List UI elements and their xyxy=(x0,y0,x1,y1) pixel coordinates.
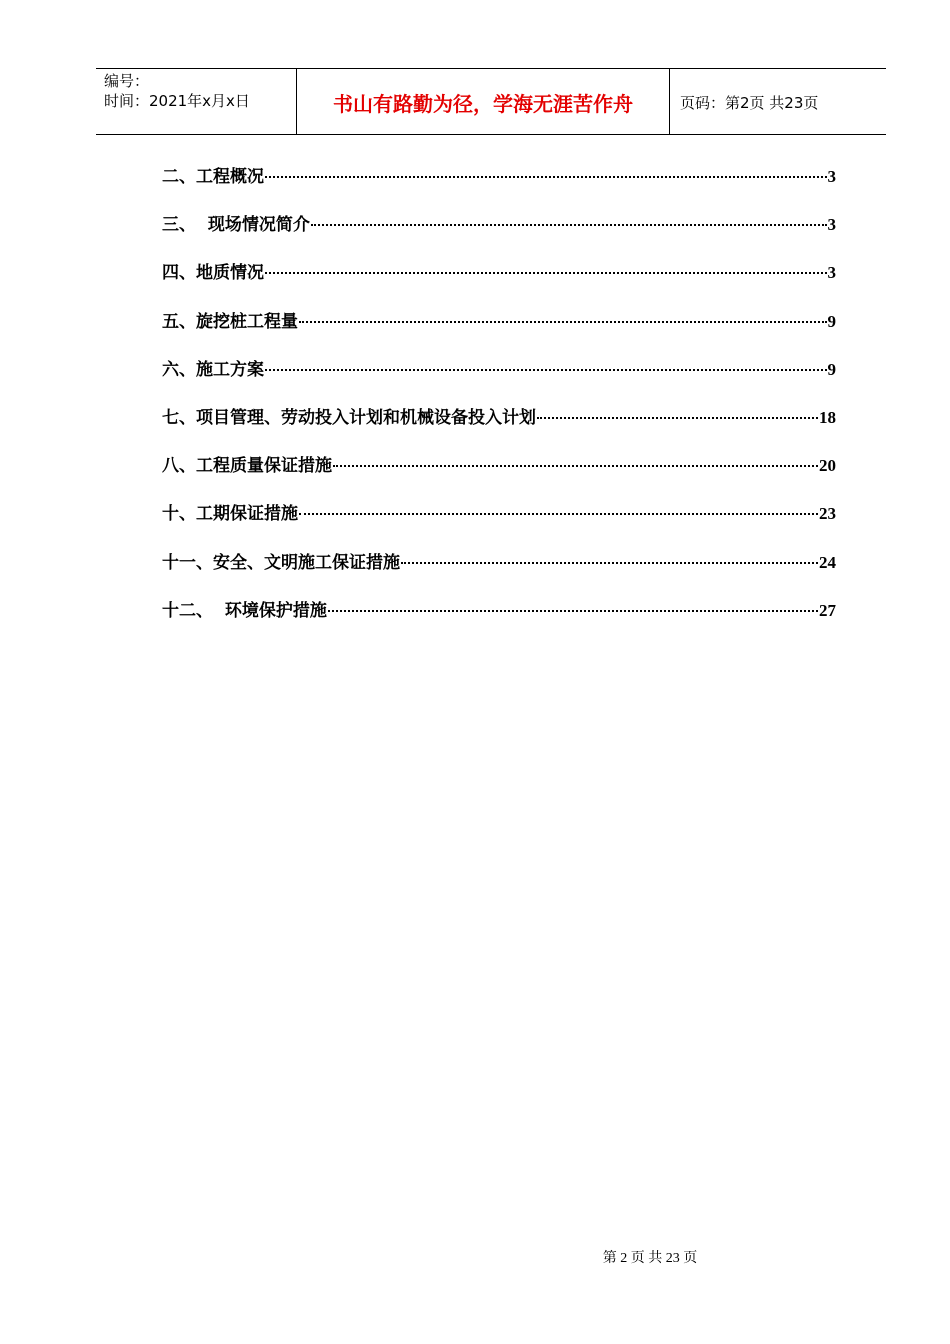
toc-entry-title: 五、旋挖桩工程量 xyxy=(162,311,298,332)
header-middle-cell xyxy=(296,69,670,134)
toc-entry[interactable] xyxy=(162,550,836,598)
toc-entry-page: 9 xyxy=(827,311,836,331)
toc-dot-leader xyxy=(401,562,818,564)
toc-entry-title: 十二、 环境保护措施 xyxy=(162,600,327,621)
toc-dot-leader xyxy=(299,513,818,515)
toc-entry-title: 六、施工方案 xyxy=(162,359,264,380)
toc-entry-page: 3 xyxy=(827,263,836,283)
toc-entry[interactable] xyxy=(162,260,836,308)
toc-entry-title: 十、工期保证措施 xyxy=(162,504,298,525)
toc-entry-page: 24 xyxy=(819,552,836,572)
toc-dot-leader xyxy=(265,369,827,371)
header-left-cell xyxy=(96,69,296,134)
toc-entry[interactable] xyxy=(162,501,836,549)
toc-dot-leader xyxy=(265,272,827,274)
page-header xyxy=(96,68,886,135)
toc-entry-title: 二、工程概况 xyxy=(162,167,264,187)
toc-entry-title: 三、 现场情况简介 xyxy=(162,215,310,236)
toc-entry[interactable] xyxy=(162,309,836,357)
toc-entry-page: 23 xyxy=(819,504,836,524)
toc-entry[interactable] xyxy=(162,357,836,405)
toc-dot-leader xyxy=(299,321,827,323)
toc-entry-page: 9 xyxy=(827,359,836,379)
header-page-info: 页码：第2页 共23页 xyxy=(680,94,819,112)
toc-entry-title: 七、项目管理、劳动投入计划和机械设备投入计划 xyxy=(162,407,536,428)
header-right-cell xyxy=(670,69,886,134)
toc-entry[interactable] xyxy=(162,598,836,646)
document-date: 时间：2021年x月x日 xyxy=(104,92,250,110)
header-motto: 书山有路勤为径，学海无涯苦作舟 xyxy=(333,92,633,116)
document-code-label: 编号： xyxy=(104,72,150,90)
page-footer: 第 2 页 共 23 页 xyxy=(602,1251,698,1266)
toc-dot-leader xyxy=(265,176,827,178)
toc-dot-leader xyxy=(328,610,818,612)
toc-entry[interactable] xyxy=(162,212,836,260)
toc-dot-leader xyxy=(537,417,818,419)
toc-entry-page: 3 xyxy=(827,215,836,235)
toc-entry-title: 十一、安全、文明施工保证措施 xyxy=(162,552,400,573)
toc-entry-page: 20 xyxy=(819,456,836,476)
toc-entry-title: 四、地质情况 xyxy=(162,263,264,284)
toc-entry-page: 27 xyxy=(819,600,836,620)
table-of-contents xyxy=(162,164,836,646)
toc-entry-title: 八、工程质量保证措施 xyxy=(162,456,332,477)
toc-dot-leader xyxy=(311,224,827,226)
toc-dot-leader xyxy=(333,465,818,467)
toc-entry[interactable] xyxy=(162,164,836,212)
toc-entry-page: 18 xyxy=(819,407,836,427)
toc-entry[interactable] xyxy=(162,453,836,501)
toc-entry-page: 3 xyxy=(827,167,836,186)
toc-entry[interactable] xyxy=(162,405,836,453)
